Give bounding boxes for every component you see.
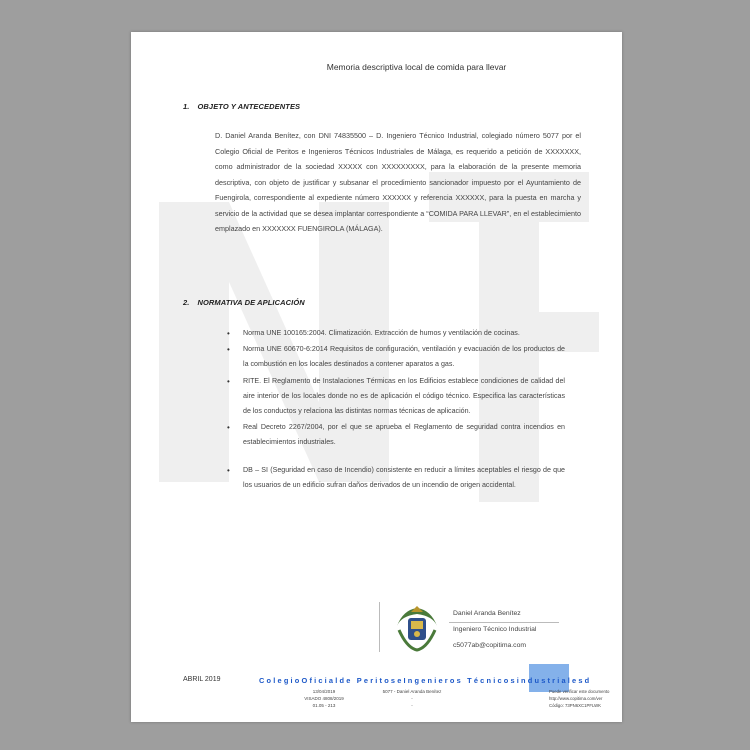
list-item-text: DB – SI (Seguridad en caso de Incendio) consistente en reducir a límites aceptables el riesgo de que los usuarios de un edificio sufran daños derivados de un incendio de origen accidental.: [243, 465, 565, 489]
list-item-text: RITE. El Reglamento de Instalaciones Térmicas en los Edificios establece condiciones de calidad del aire interior de los locales donde no es de aplicación el código técnico. Especifica las características de los conductos y relaciona las distintas normas técnicas de aplicación.: [243, 376, 565, 416]
bullet-icon: •: [227, 376, 230, 386]
list-item: [227, 326, 565, 341]
college-name: ColegioOficialde PeritoseIngenieros Técnicosindustrialesd: [259, 676, 592, 685]
colegiado-line: -: [411, 696, 413, 701]
college-seal-icon: [393, 604, 441, 652]
bullet-icon: •: [227, 345, 230, 355]
list-item-text: Real Decreto 2267/2004, por el que se aprueba el Reglamento de seguridad contra incendios en establecimientos industriales.: [243, 423, 565, 447]
signer-name: Daniel Aranda Benítez: [453, 610, 521, 617]
colegiado-line: -: [411, 703, 413, 708]
verification-link[interactable]: http://www.copitima.com/ver: [549, 696, 603, 701]
normativa-list: [227, 326, 565, 494]
section-heading-objeto: [183, 102, 300, 111]
objeto-paragraph: D. Daniel Aranda Benítez, con DNI 74835500 – D. Ingeniero Técnico Industrial, colegiado número 5077 por el Colegio Oficial de Peritos e Ingenieros Técnicos Industriales de Málaga, es requerido a petición de XXXXXXX, como administrador de la sociedad XXXXX con XXXXXXXXX, para la elaboración de la presente memoria descriptiva, con objeto de justificar y subsanar el procedimiento sancionador impuesto por el Ayuntamiento de Fuengirola, correspondiente al expediente número XXXXXX y referencia XXXXXX, para la puesta en marcha y servicio de la actividad que se desea implantar correspondiente a “COMIDA PARA LLEVAR”, en el establecimiento emplazado en XXXXXXX FUENGIROLA (MÁLAGA).: [215, 131, 581, 233]
document-header: [131, 62, 622, 72]
list-item-text: Norma UNE 100165:2004. Climatización. Extracción de humos y ventilación de cocinas.: [243, 329, 520, 337]
signer-role: Ingeniero Técnico Industrial: [453, 626, 537, 633]
verification-code: Código: 73PN6XC1PFLWK: [549, 703, 601, 708]
signature-divider: [379, 602, 380, 652]
list-item: [227, 374, 565, 420]
section-title: OBJETO Y ANTECEDENTES: [197, 102, 301, 111]
list-item: [227, 342, 565, 372]
verification-info: [549, 688, 609, 709]
visado-line: 01.05 - 213: [312, 703, 336, 708]
footer-date: ABRIL 2019: [183, 676, 221, 683]
section-number: 1.: [183, 102, 190, 111]
signature-block: [453, 610, 536, 658]
document-title: Memoria descriptiva local de comida para llevar: [326, 62, 507, 72]
section-number: 2.: [183, 298, 190, 307]
document-page: [131, 32, 622, 722]
bullet-icon: •: [227, 329, 230, 338]
visado-line: 13/04/2019: [312, 689, 336, 694]
list-item: [227, 420, 565, 450]
section-title: NORMATIVA DE APLICACIÓN: [197, 298, 305, 307]
signer-email: c5077ab@copitima.com: [453, 642, 527, 649]
list-item: [227, 463, 565, 493]
section-heading-normativa: [183, 298, 305, 307]
colegiado-line: 5077 - Daniel Aranda Benítez: [382, 689, 442, 694]
verification-line: Puede verificar este documento: [549, 689, 610, 694]
bullet-icon: •: [227, 423, 230, 433]
bullet-icon: •: [227, 465, 230, 475]
colegiado-info: [367, 688, 457, 709]
visado-info: [279, 688, 369, 709]
visado-line: VISADO 4808/2019: [304, 696, 344, 701]
list-item-text: Norma UNE 60670-6:2014 Requisitos de configuración, ventilación y evacuación de los productos de la combustión en los locales destinados a contener aparatos a gas.: [243, 345, 565, 369]
